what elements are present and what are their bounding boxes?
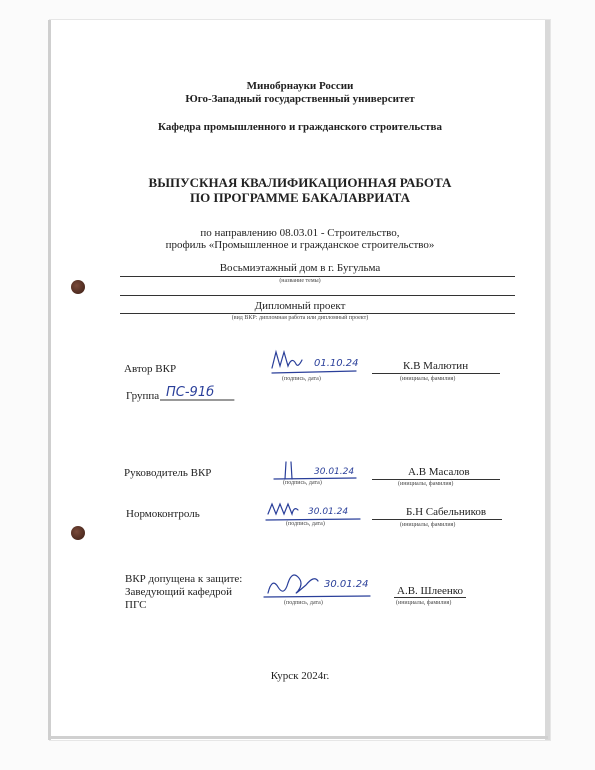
work-type: Дипломный проект — [254, 300, 346, 312]
group-value: ПС-91б — [166, 385, 215, 400]
supervisor-name-underline — [372, 479, 500, 480]
work-type-underline — [120, 313, 515, 314]
admission-name-underline — [394, 597, 466, 598]
department-abbr-label: ПГС — [125, 599, 147, 611]
author-signature-caption: (подпись, дата) — [282, 376, 321, 382]
supervisor-name: А.В Масалов — [408, 466, 470, 478]
department-name: Кафедра промышленного и гражданского строительства — [158, 121, 442, 133]
page-left-edge — [48, 20, 51, 740]
admission-signature — [262, 565, 374, 601]
topic-caption: (название темы) — [279, 278, 321, 284]
normcontrol-name: Б.Н Сабельников — [406, 506, 487, 518]
blank-line — [120, 295, 515, 296]
work-title-line1: ВЫПУСКНАЯ КВАЛИФИКАЦИОННАЯ РАБОТА — [148, 175, 452, 190]
admission-name: А.В. Шлеенко — [397, 585, 464, 597]
author-signature — [268, 346, 360, 378]
direction-profile: профиль «Промышленное и гражданское строительство» — [165, 239, 435, 251]
university-name: Юго-Западный государственный университет — [185, 93, 415, 105]
admission-label: ВКР допущена к защите: — [125, 573, 243, 585]
page-right-edge — [545, 20, 550, 740]
supervisor-name-caption: (инициалы, фамилия) — [398, 481, 454, 487]
author-name-caption: (инициалы, фамилия) — [400, 376, 456, 382]
author-label: Автор ВКР — [124, 363, 177, 375]
supervisor-label: Руководитель ВКР — [124, 467, 212, 479]
direction-line1: по направлению 08.03.01 - Строительство, — [200, 227, 400, 239]
page-bottom-edge — [50, 736, 548, 739]
topic-title: Восьмиэтажный дом в г. Бугульма — [219, 262, 381, 274]
author-signature-date: 01.10.24 — [314, 358, 359, 369]
work-type-caption: (вид ВКР: дипломная работа или дипломный проект) — [231, 315, 369, 321]
topic-underline — [120, 276, 515, 277]
group-label: Группа — [126, 390, 160, 402]
admission-name-caption: (инициалы, фамилия) — [396, 600, 452, 606]
punch-hole-lower — [71, 526, 85, 540]
admission-signature-date: 30.01.24 — [324, 579, 369, 590]
supervisor-signature-caption: (подпись, дата) — [283, 480, 322, 486]
normcontrol-label: Нормоконтроль — [126, 508, 200, 520]
group-handwritten — [160, 380, 238, 406]
admission-signature-caption: (подпись, дата) — [284, 600, 323, 606]
normcontrol-signature-date: 30.01.24 — [308, 507, 349, 517]
normcontrol-signature-caption: (подпись, дата) — [286, 521, 325, 527]
city-year: Курск 2024г. — [270, 670, 330, 682]
supervisor-signature-date: 30.01.24 — [314, 467, 355, 477]
ministry-name: Минобрнауки России — [246, 80, 354, 92]
work-title-line2: ПО ПРОГРАММЕ БАКАЛАВРИАТА — [189, 190, 411, 205]
head-of-department-label: Заведующий кафедрой — [125, 586, 232, 598]
normcontrol-name-underline — [372, 519, 502, 520]
author-name: К.В Малютин — [403, 360, 469, 372]
normcontrol-name-caption: (инициалы, фамилия) — [400, 522, 456, 528]
author-name-underline — [372, 373, 500, 374]
